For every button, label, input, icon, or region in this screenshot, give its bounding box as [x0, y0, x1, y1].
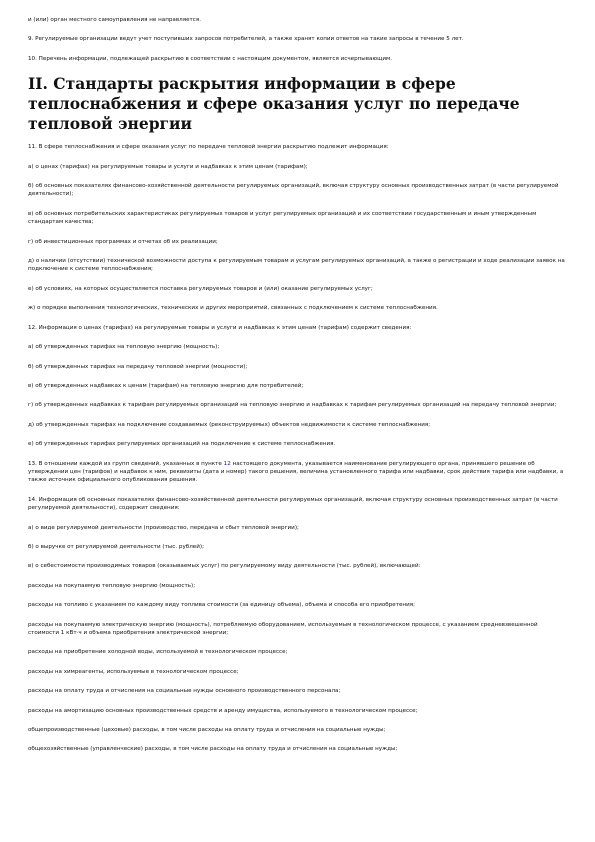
- paragraph: расходы на амортизацию основных производственных средств и аренду имущества, используемого в технологическом процессе;: [28, 707, 418, 714]
- section-paragraphs-2: [28, 496, 569, 754]
- intro-paragraph-3: 10. Перечень информации, подлежащей раскрытию в соответствии с настоящим документом, является исчерпывающим.: [28, 55, 393, 62]
- paragraph: расходы на покупаемую электрическую энергию (мощность), потребляемую оборудованием, используемым в технологическом процессе, с указанием средневзвешенной стоимости 1 кВт·ч и объема приобретения электрической энергии;: [28, 621, 538, 636]
- paragraph: 14. Информация об основных показателях финансово-хозяйственной деятельности регулируемых организаций, включая структуру основных производственных затрат (в части регулируемой деятельности), содержит сведения:: [28, 496, 558, 512]
- paragraph: а) о ценах (тарифах) на регулируемые товары и услуги и надбавках к этим ценам (тарифам);: [28, 163, 308, 170]
- paragraph: а) о виде регулируемой деятельности (производство, передача и сбыт тепловой энергии);: [28, 524, 299, 531]
- paragraph: расходы на оплату труда и отчисления на социальные нужды основного производственного персонала;: [28, 688, 341, 695]
- paragraph: б) об утвержденных тарифах на передачу тепловой энергии (мощности);: [28, 363, 248, 370]
- paragraph: ж) о порядке выполнения технологических, технических и других мероприятий, связанных с подключением к системе теплоснабжения.: [28, 305, 438, 312]
- paragraph: расходы на покупаемую тепловую энергию (мощность);: [28, 582, 196, 589]
- paragraph: 12. Информация о ценах (тарифах) на регулируемые товары и услуги и надбавках к этим ценам (тарифам) содержит сведения:: [28, 324, 412, 331]
- paragraph: д) об утвержденных тарифах на подключение создаваемых (реконструируемых) объектов недвижимости к системе теплоснабжения;: [28, 421, 431, 428]
- paragraph: общепроизводственные (цеховые) расходы, в том числе расходы на оплату труда и отчисления на социальные нужды;: [28, 727, 386, 734]
- paragraph-13-text-before: 13. В отношении каждой из групп сведений, указанных в пункте: [28, 460, 224, 467]
- paragraph: е) об утвержденных тарифах регулируемых организаций на подключение к системе теплоснабжения.: [28, 441, 336, 448]
- paragraph: б) о выручке от регулируемой деятельности (тыс. рублей);: [28, 543, 204, 550]
- paragraph: в) о себестоимости производимых товаров (оказываемых услуг) по регулируемому виду деятельности (тыс. рублей), включающей:: [28, 563, 421, 570]
- paragraph: расходы на химреагенты, используемые в технологическом процессе;: [28, 668, 239, 675]
- paragraph-12-link[interactable]: 12: [223, 460, 231, 467]
- paragraph: г) об инвестиционных программах и отчетах об их реализации;: [28, 238, 218, 245]
- paragraph: общехозяйственные (управленческие) расходы, в том числе расходы на оплату труда и отчисления на социальные нужды;: [28, 746, 398, 753]
- paragraph-13-text-after: настоящего документа, указывается наименование регулирующего органа, принявшего решение об утверждении цен (тарифов) и надбавок к ним, реквизиты (дата и номер) такого решения, величина установленного тарифа или надбавки, срок действия тарифа или надбавки, а также источник официального опубликования решения.: [28, 460, 564, 484]
- paragraph: г) об утвержденных надбавках к тарифам регулируемых организаций на тепловую энергию и надбавках к тарифам регулируемых организаций на передачу тепловой энергии;: [28, 402, 557, 409]
- paragraph: в) об утвержденных надбавках к ценам (тарифам) на тепловую энергию для потребителей;: [28, 382, 304, 389]
- paragraph: а) об утвержденных тарифах на тепловую энергию (мощность);: [28, 344, 220, 351]
- intro-paragraph-1: и (или) орган местного самоуправления не направляется.: [28, 17, 201, 23]
- paragraph-13: [28, 460, 569, 485]
- paragraph: расходы на приобретение холодной воды, используемой в технологическом процессе;: [28, 649, 288, 656]
- section-title: II. Стандарты раскрытия информации в сфере теплоснабжения и сфере оказания услуг по передаче тепловой энергии: [28, 74, 520, 134]
- paragraph: расходы на топливо с указанием по каждому виду топлива стоимости (за единицу объема), объема и способа его приобретения;: [28, 602, 415, 609]
- paragraph: б) об основных показателях финансово-хозяйственной деятельности регулируемых организаций, включая структуру основных производственных затрат (в части регулируемой деятельности);: [28, 183, 559, 198]
- section-paragraphs-1: [28, 143, 569, 448]
- intro-paragraph-2: 9. Регулируемые организации ведут учет поступивших запросов потребителей, а также хранят копии ответов на такие запросы в течение 5 лет.: [28, 36, 464, 43]
- paragraph: д) о наличии (отсутствии) технической возможности доступа к регулируемым товарам и услугам регулируемых организаций, а также о регистрации и ходе реализации заявок на подключение к системе теплоснабжения;: [28, 258, 565, 273]
- paragraph: е) об условиях, на которых осуществляется поставка регулируемых товаров и (или) оказание регулируемых услуг;: [28, 285, 373, 292]
- paragraph: 11. В сфере теплоснабжения и сфере оказания услуг по передаче тепловой энергии раскрытию подлежит информация:: [28, 144, 389, 151]
- paragraph: в) об основных потребительских характеристиках регулируемых товаров и услуг регулируемых организаций и их соответствии государственным и иным утвержденным стандартам качества;: [28, 210, 537, 226]
